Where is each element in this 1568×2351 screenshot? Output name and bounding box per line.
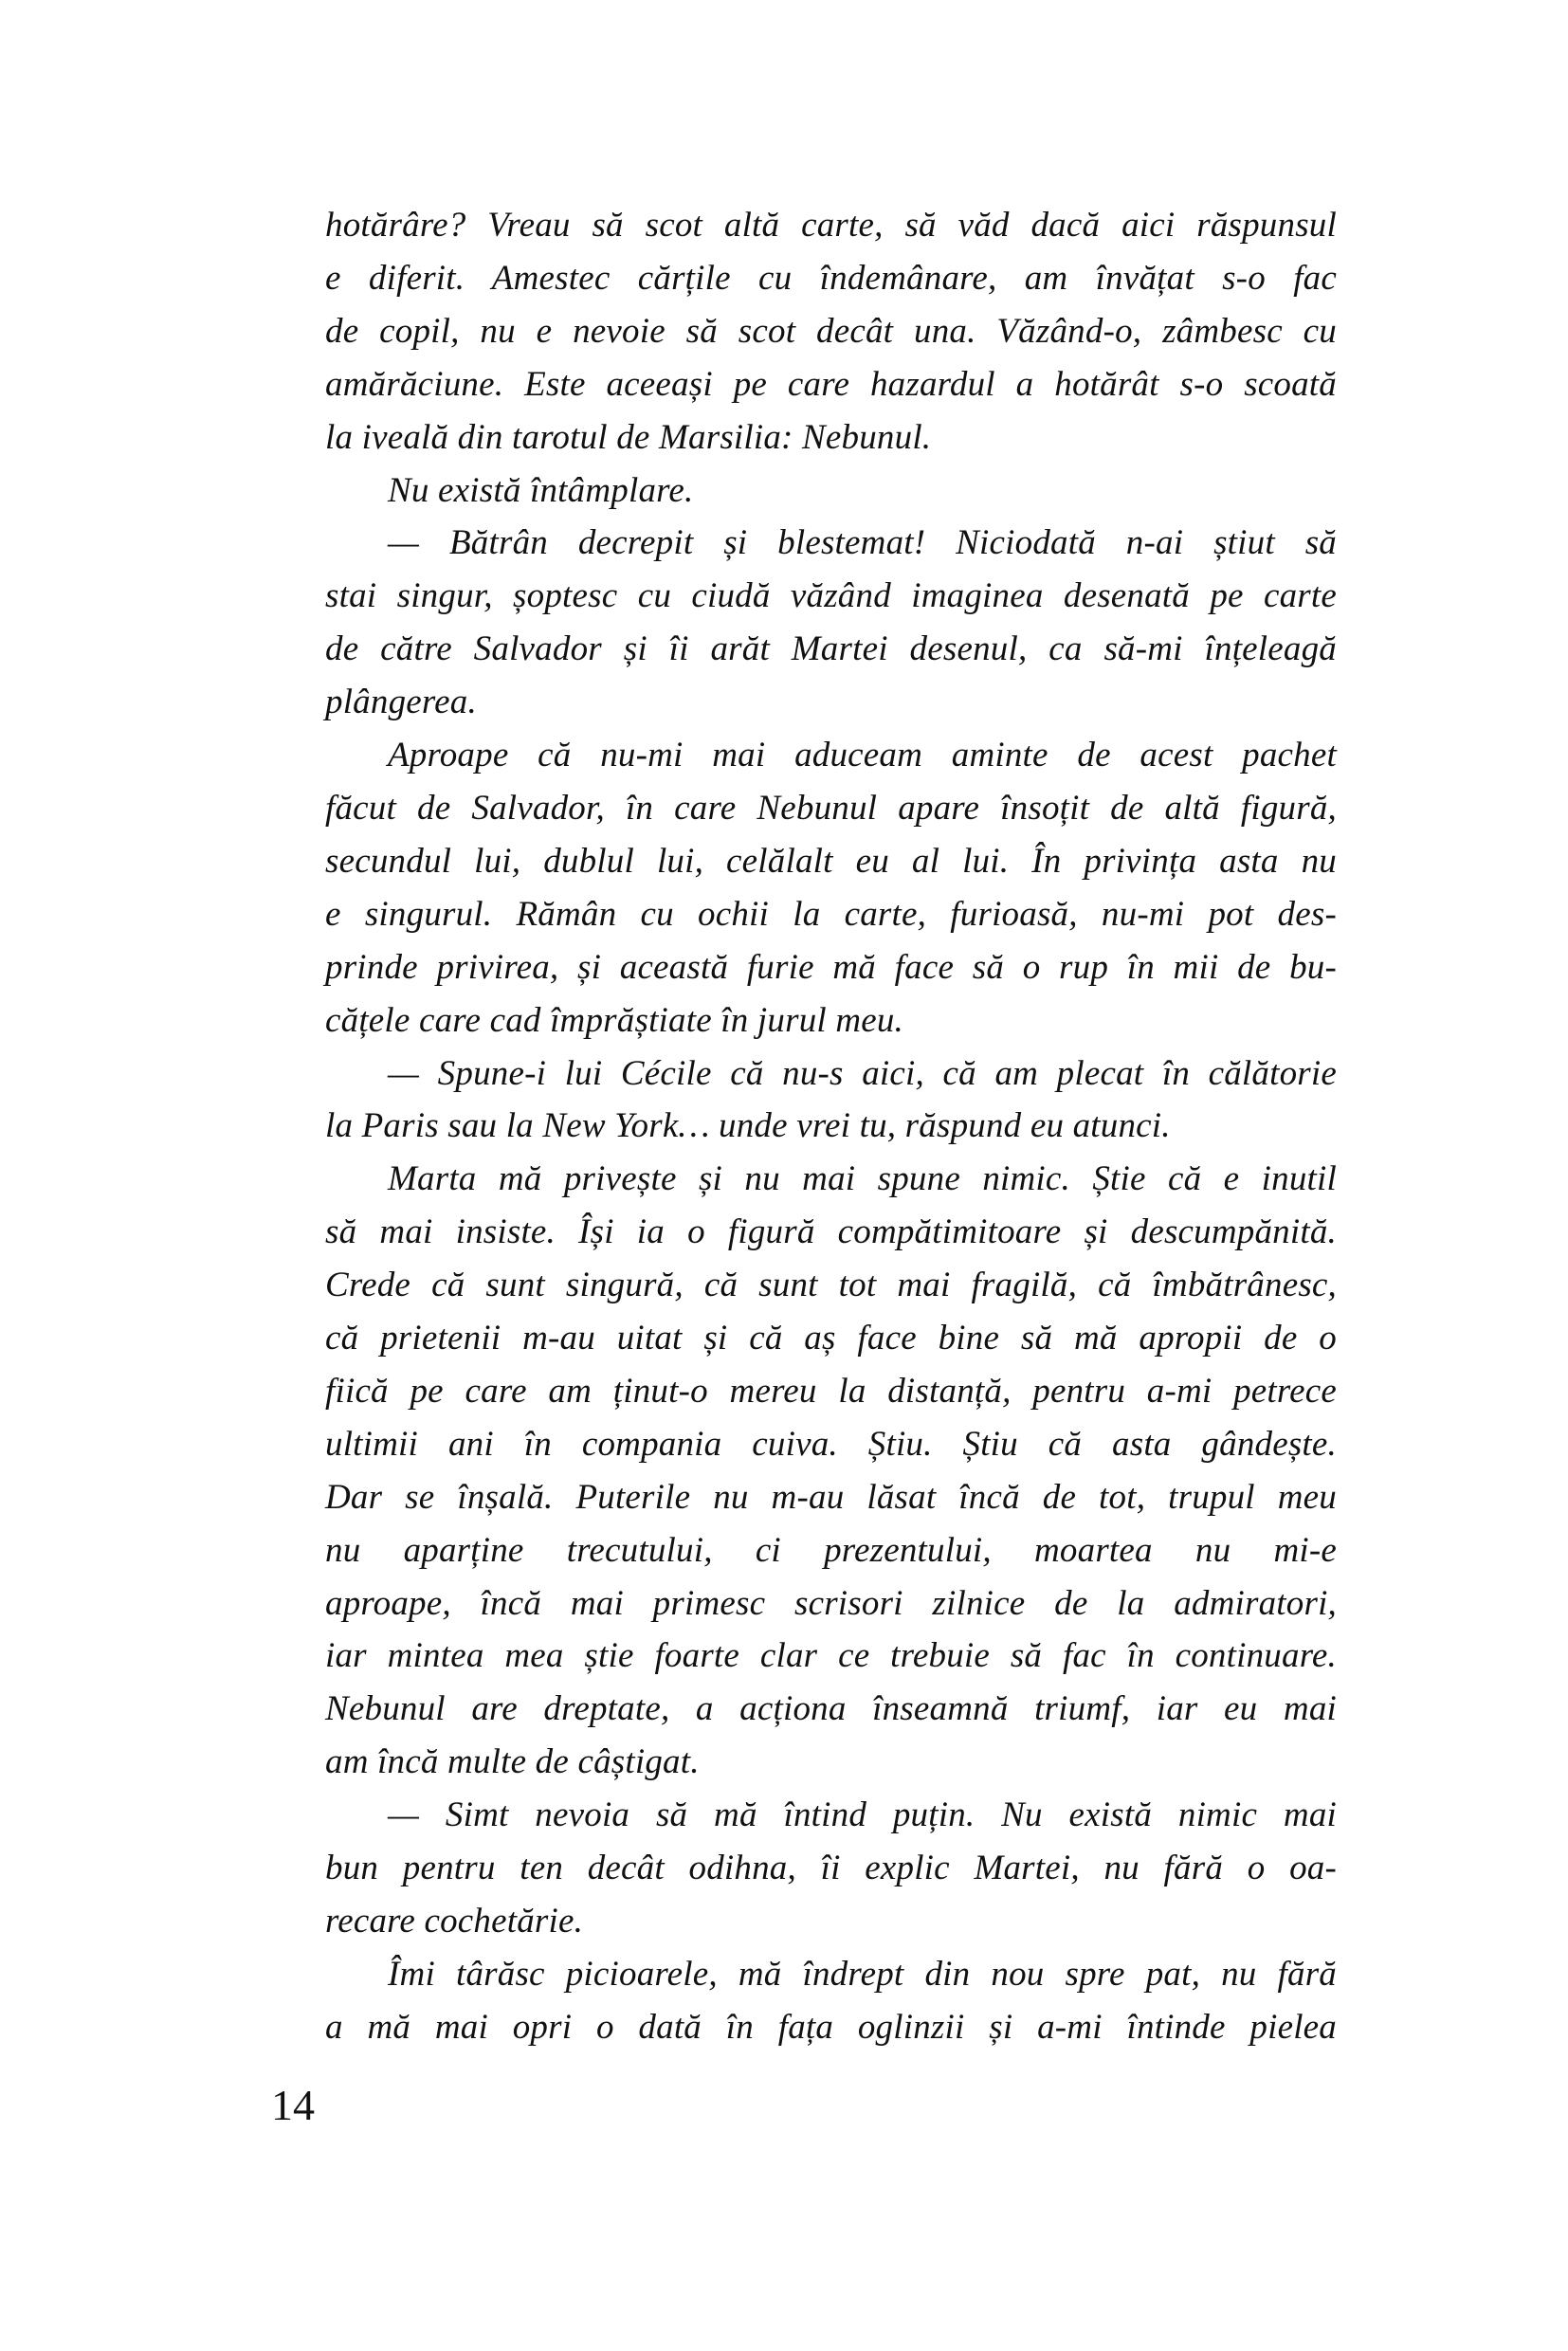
text-line: aproape, încă mai primesc scrisori zilnice de la admiratori, bbox=[325, 1583, 1337, 1623]
text-line: e singurul. Rămân cu ochii la carte, furioasă, nu-mi pot des- bbox=[325, 894, 1337, 934]
text-line: secundul lui, dublul lui, celălalt eu al lui. În privința asta nu bbox=[325, 841, 1337, 881]
text-line: Marta mă privește și nu mai spune nimic. Știe că e inutil bbox=[388, 1159, 1337, 1199]
text-line: Nu există întâmplare. bbox=[388, 470, 694, 510]
text-line: recare cochetărie. bbox=[325, 1902, 584, 1941]
text-line: Crede că sunt singură, că sunt tot mai fragilă, că îmbătrânesc, bbox=[325, 1266, 1337, 1305]
text-line: la iveală din tarotul de Marsilia: Nebunul. bbox=[325, 417, 932, 457]
text-line: hotărâre? Vreau să scot altă carte, să văd dacă aici răspunsul bbox=[325, 206, 1337, 245]
text-line: plângerea. bbox=[325, 683, 477, 722]
text-line: amărăciune. Este aceeași pe care hazardul a hotărât s-o scoată bbox=[325, 364, 1337, 404]
text-block bbox=[325, 199, 1337, 2054]
text-line: stai singur, șoptesc cu ciudă văzând imaginea desenată pe carte bbox=[325, 576, 1337, 616]
text-line: că prietenii m-au uitat și că aș face bine să mă apropii de o bbox=[325, 1319, 1337, 1358]
text-line: nu aparține trecutului, ci prezentului, moartea nu mi-e bbox=[325, 1530, 1337, 1570]
text-line: iar mintea mea știe foarte clar ce trebuie să fac în continuare. bbox=[325, 1636, 1337, 1676]
page-number: 14 bbox=[271, 2081, 315, 2129]
text-line: Aproape că nu-mi mai aduceam aminte de acest pachet bbox=[388, 736, 1337, 775]
text-line: — Simt nevoia să mă întind puțin. Nu există nimic mai bbox=[388, 1795, 1337, 1835]
text-line: — Spune-i lui Cécile că nu-s aici, că am plecat în călătorie bbox=[388, 1053, 1337, 1093]
text-line: — Bătrân decrepit și blestemat! Niciodată n-ai știut să bbox=[388, 523, 1337, 563]
text-line: Îmi târăsc picioarele, mă îndrept din nou spre pat, nu fără bbox=[388, 1954, 1337, 1994]
text-line: fiică pe care am ținut-o mereu la distanță, pentru a-mi petrece bbox=[325, 1371, 1337, 1411]
text-line: prinde privirea, și această furie mă face să o rup în mii de bu- bbox=[325, 947, 1337, 987]
text-line: ultimii ani în compania cuiva. Știu. Știu că asta gândește. bbox=[325, 1424, 1337, 1464]
text-line: de către Salvador și îi arăt Martei desenul, ca să-mi înțeleagă bbox=[325, 629, 1337, 669]
text-line: am încă multe de câștigat. bbox=[325, 1742, 700, 1782]
text-line: Nebunul are dreptate, a acționa înseamnă triumf, iar eu mai bbox=[325, 1689, 1337, 1729]
text-line: bun pentru ten decât odihna, îi explic Martei, nu fără o oa- bbox=[325, 1849, 1337, 1888]
text-line: a mă mai opri o dată în fața oglinzii și a-mi întinde pielea bbox=[325, 2007, 1337, 2047]
text-line: cățele care cad împrăștiate în jurul meu. bbox=[325, 1000, 904, 1040]
text-line: la Paris sau la New York… unde vrei tu, răspund eu atunci. bbox=[325, 1106, 1171, 1146]
text-line: făcut de Salvador, în care Nebunul apare însoțit de altă figură, bbox=[325, 788, 1337, 828]
text-line: să mai insiste. Își ia o figură compătimitoare și descumpănită. bbox=[325, 1212, 1337, 1252]
text-line: Dar se înșală. Puterile nu m-au lăsat încă de tot, trupul meu bbox=[325, 1477, 1337, 1517]
text-line: e diferit. Amestec cărțile cu îndemânare, am învățat s-o fac bbox=[325, 258, 1337, 298]
text-line: de copil, nu e nevoie să scot decât una. Văzând-o, zâmbesc cu bbox=[325, 311, 1337, 351]
